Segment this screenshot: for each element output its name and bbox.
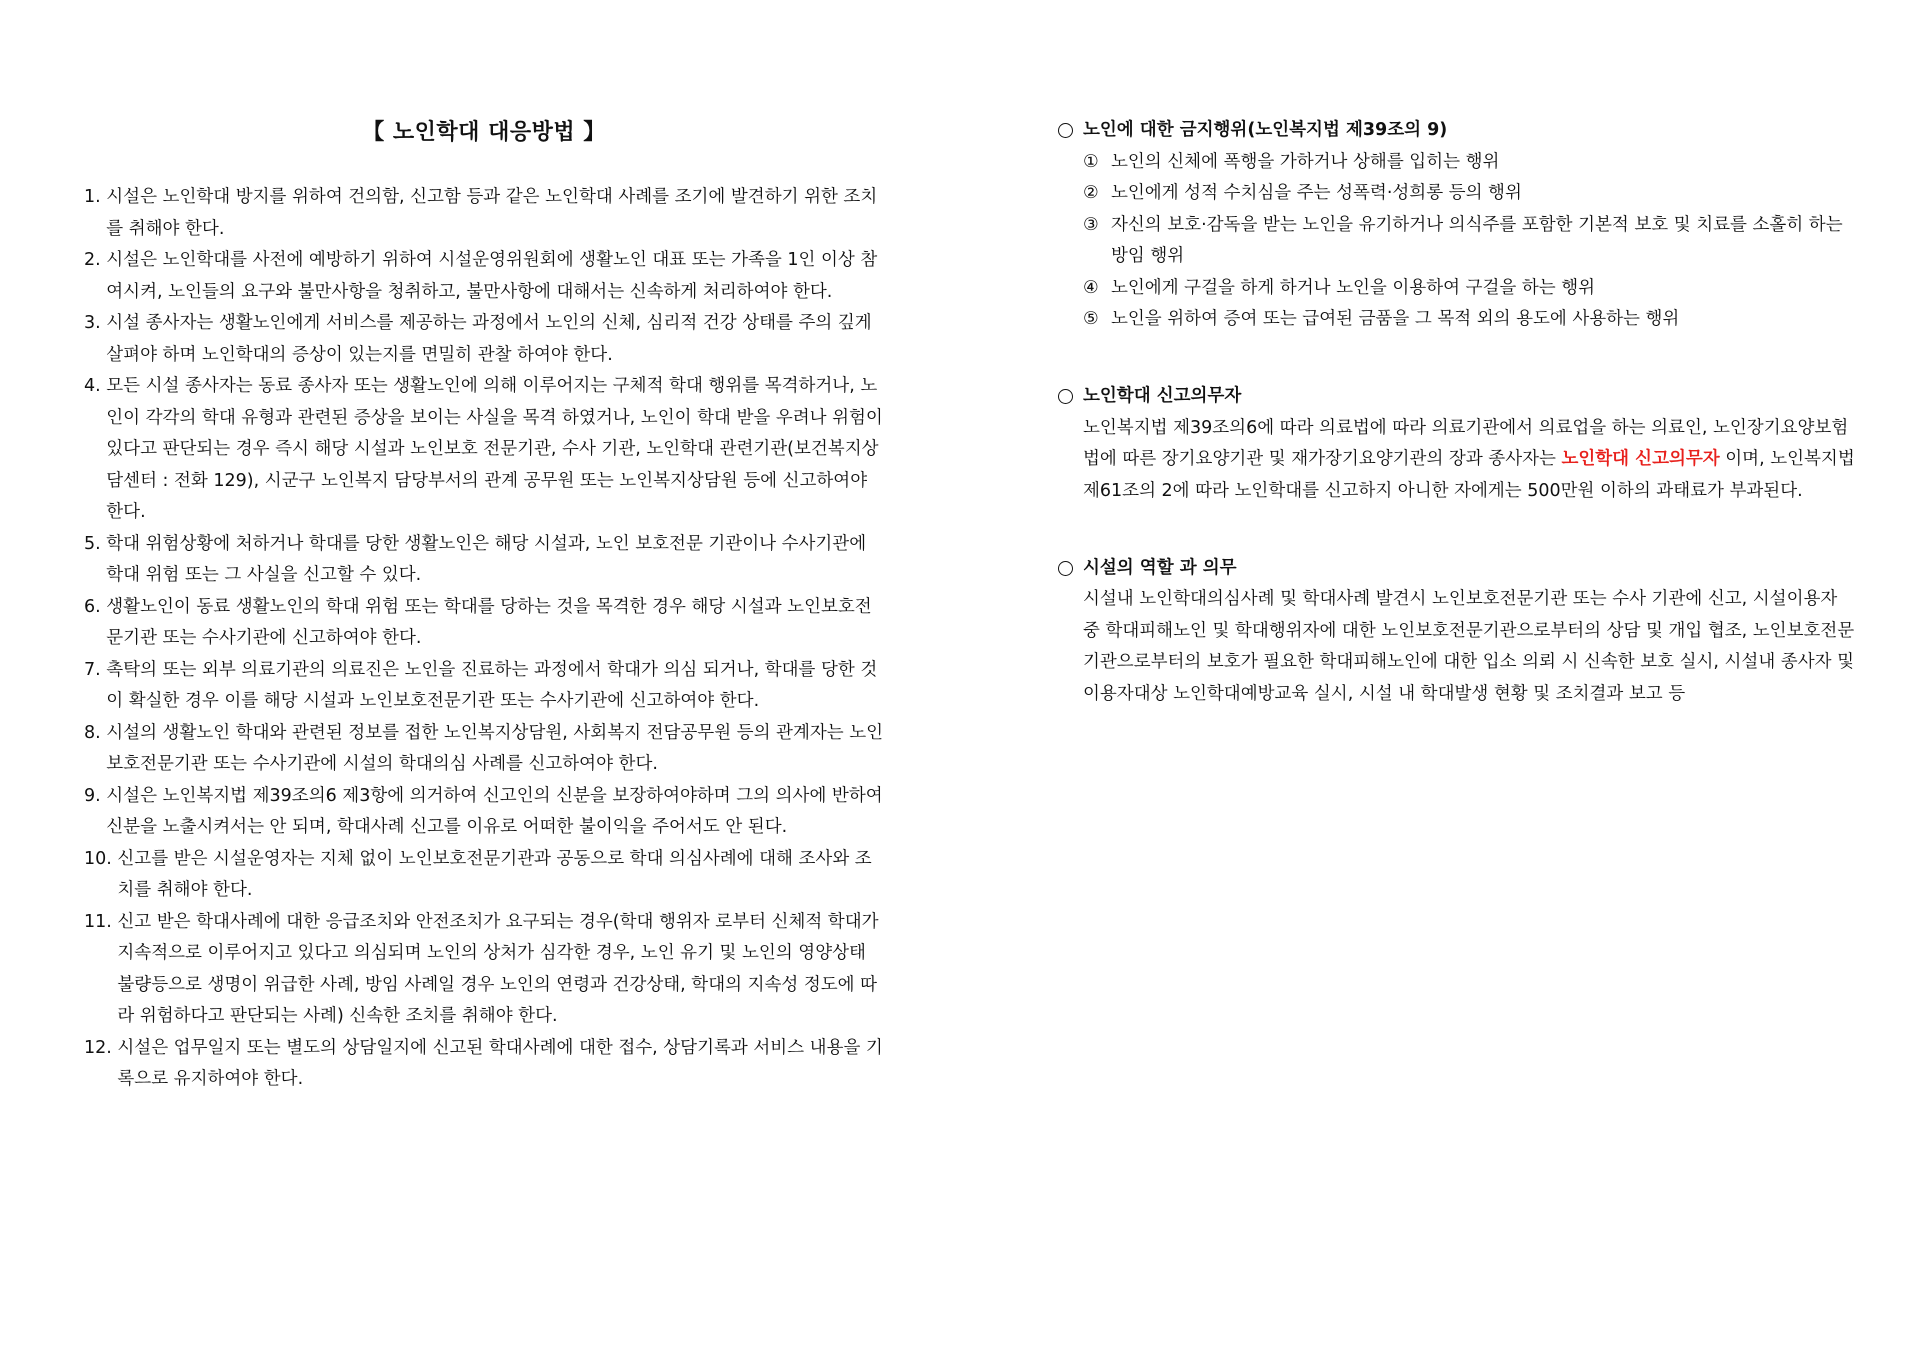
item-marker: ③: [1083, 214, 1099, 235]
prohibited-item: [1083, 210, 1858, 273]
spacer: [1058, 539, 1858, 553]
item-text: 시설은 노인복지법 제39조의6 제3항에 의거하여 신고인의 신분을 보장하여야하며 그의 의사에 반하여 신분을 노출시켜서는 안 되며, 학대사례 신고를 이유로 어떠한 불이익을 주어서도 안 된다.: [106, 785, 883, 837]
spacer: [1058, 367, 1858, 381]
item-number: 9.: [84, 785, 107, 806]
list-item: [84, 844, 884, 907]
section-heading-text: 시설의 역할 과 의무: [1083, 557, 1237, 578]
item-text: 노인을 위하여 증여 또는 급여된 금품을 그 목적 외의 용도에 사용하는 행위: [1111, 309, 1680, 329]
section-heading-text: 노인에 대한 금지행위(노인복지법 제39조의 9): [1083, 120, 1448, 140]
item-text: 노인의 신체에 폭행을 가하거나 상해를 입히는 행위: [1111, 151, 1500, 172]
document-title: 【 노인학대 대응방법 】: [362, 120, 606, 145]
list-item: [84, 655, 884, 718]
item-text: 시설 종사자는 생활노인에게 서비스를 제공하는 과정에서 노인의 신체, 심리적 건강 상태를 주의 깊게살펴야 하며 노인학대의 증상이 있는지를 면밀히 관찰 하여야 한다.: [106, 313, 872, 365]
list-item: [84, 1033, 884, 1096]
item-text: 자신의 보호·감독을 받는 노인을 유기하거나 의식주를 포함한 기본적 보호 및 치료를 소홀히 하는 방임 행위: [1111, 214, 1843, 266]
item-text: 노인에게 성적 수치심을 주는 성폭력·성희롱 등의 행위: [1111, 183, 1522, 203]
item-number: 1.: [84, 187, 107, 207]
section-heading-text: 노인학대 신고의무자: [1083, 386, 1242, 406]
list-item: [84, 245, 884, 308]
list-item: [84, 781, 884, 844]
prohibited-item: [1083, 147, 1858, 179]
list-item: [84, 371, 884, 529]
spacer: [1058, 507, 1858, 539]
circle-bullet-icon: [1058, 561, 1073, 576]
item-number: 8.: [84, 722, 107, 743]
item-number: 4.: [84, 376, 107, 396]
item-number: 11.: [84, 911, 118, 932]
list-item: [84, 182, 884, 245]
list-item: [84, 907, 884, 1033]
facility-role-text: 시설내 노인학대의심사례 및 학대사례 발견시 노인보호전문기관 또는 수사 기관에 신고, 시설이용자 중 학대피해노인 및 학대행위자에 대한 노인보호전문기관으로부터의 상담 및 개입 협조, 노인보호전문기관으로부터의 보호가 필요한 학대피해노인에 대한 입소 의뢰 시 신속한 보호 실시, 시설내 종사자 및 이용자대상 노인학대예방교육 실시, 시설 내 학대발생 현황 및 조치결과 보고 등: [1083, 589, 1855, 704]
section-body: [1058, 147, 1858, 336]
item-number: 3.: [84, 313, 107, 333]
item-text: 시설은 노인학대 방지를 위하여 건의함, 신고함 등과 같은 노인학대 사례를 조기에 발견하기 위한 조치를 취해야 한다.: [106, 187, 878, 239]
prohibited-item: [1083, 178, 1858, 210]
item-text: 생활노인이 동료 생활노인의 학대 위험 또는 학대를 당하는 것을 목격한 경우 해당 시설과 노인보호전문기관 또는 수사기관에 신고하여야 한다.: [106, 596, 872, 648]
prohibited-item: [1083, 273, 1858, 305]
item-marker: ⑤: [1083, 309, 1099, 329]
prohibited-item: [1083, 304, 1858, 336]
item-number: 7.: [84, 659, 107, 680]
section-heading: [1058, 381, 1858, 413]
reporter-text-before: 노인복지법 제39조의6에 따라 의료법에 따라 의료기관에서 의료업을 하는 의료인, 노인장기요양보험법에 따른 장기요양기관 및 재가장기요양기관의 장과 종사자는: [1083, 417, 1849, 469]
list-item: [84, 718, 884, 781]
spacer: [1058, 336, 1858, 368]
item-marker: ④: [1083, 277, 1099, 298]
reporter-text-after: 이며, 노인복지법 제61조의 2에 따라 노인학대를 신고하지 아니한 자에게는 500만원 이하의 과태료가 부과된다.: [1083, 449, 1855, 501]
item-text: 학대 위험상황에 처하거나 학대를 당한 생활노인은 해당 시설과, 노인 보호전문 기관이나 수사기관에 학대 위험 또는 그 사실을 신고할 수 있다.: [106, 533, 867, 585]
item-marker: ①: [1083, 151, 1099, 172]
reporter-duty-section: [1058, 381, 1858, 507]
item-text: 촉탁의 또는 외부 의료기관의 의료진은 노인을 진료하는 과정에서 학대가 의심 되거나, 학대를 당한 것이 확실한 경우 이를 해당 시설과 노인보호전문기관 또는 수사기관에 신고하여야 한다.: [106, 659, 878, 711]
facility-role-section: [1058, 553, 1858, 711]
item-text: 노인에게 구걸을 하게 하거나 노인을 이용하여 구걸을 하는 행위: [1111, 277, 1596, 298]
item-text: 모든 시설 종사자는 동료 종사자 또는 생활노인에 의해 이루어지는 구체적 학대 행위를 목격하거나, 노인이 각각의 학대 유형과 관련된 증상을 보이는 사실을 목격 하였거나, 노인이 학대 받을 우려나 위험이 있다고 판단되는 경우 즉시 해당 시설과 노인보호 전문기관, 수사 기관, 노인학대 관련기관(보건복지상담센터 : 전화 129), 시군구 노인복지 담당부서의 관계 공무원 또는 노인복지상담원 등에 신고하여야 한다.: [106, 376, 883, 522]
reporter-highlight: 노인학대 신고의무자: [1561, 449, 1720, 469]
item-text: 시설은 노인학대를 사전에 예방하기 위하여 시설운영위원회에 생활노인 대표 또는 가족을 1인 이상 참여시켜, 노인들의 요구와 불만사항을 청취하고, 불만사항에 대해서는 신속하게 처리하여야 한다.: [106, 250, 878, 302]
response-method-list: [84, 182, 884, 1096]
item-number: 6.: [84, 596, 107, 617]
section-body: [1058, 584, 1858, 710]
item-text: 시설의 생활노인 학대와 관련된 정보를 접한 노인복지상담원, 사회복지 전담공무원 등의 관계자는 노인보호전문기관 또는 수사기관에 시설의 학대의심 사례를 신고하여야 한다.: [106, 722, 884, 774]
prohibited-acts-section: [1058, 115, 1858, 336]
item-number: 2.: [84, 250, 107, 270]
right-column: [1058, 115, 1858, 710]
section-body: [1058, 413, 1858, 508]
item-marker: ②: [1083, 183, 1099, 203]
left-column: [84, 115, 884, 1096]
list-item: [84, 529, 884, 592]
item-text: 시설은 업무일지 또는 별도의 상담일지에 신고된 학대사례에 대한 접수, 상담기록과 서비스 내용을 기록으로 유지하여야 한다.: [117, 1037, 883, 1089]
circle-bullet-icon: [1058, 123, 1073, 138]
item-number: 10.: [84, 848, 118, 869]
item-number: 12.: [84, 1037, 118, 1058]
list-item: [84, 592, 884, 655]
section-heading: [1058, 115, 1858, 147]
section-heading: [1058, 553, 1858, 585]
item-text: 신고 받은 학대사례에 대한 응급조치와 안전조치가 요구되는 경우(학대 행위자 로부터 신체적 학대가 지속적으로 이루어지고 있다고 의심되며 노인의 상처가 심각한 경우, 노인 유기 및 노인의 영양상태 불량등으로 생명이 위급한 사례, 방임 사례일 경우 노인의 연령과 건강상태, 학대의 지속성 정도에 따라 위험하다고 판단되는 사례) 신속한 조치를 취해야 한다.: [117, 911, 879, 1026]
circle-bullet-icon: [1058, 389, 1073, 404]
item-text: 신고를 받은 시설운영자는 지체 없이 노인보호전문기관과 공동으로 학대 의심사례에 대해 조사와 조치를 취해야 한다.: [117, 848, 872, 900]
list-item: [84, 308, 884, 371]
item-number: 5.: [84, 533, 107, 554]
